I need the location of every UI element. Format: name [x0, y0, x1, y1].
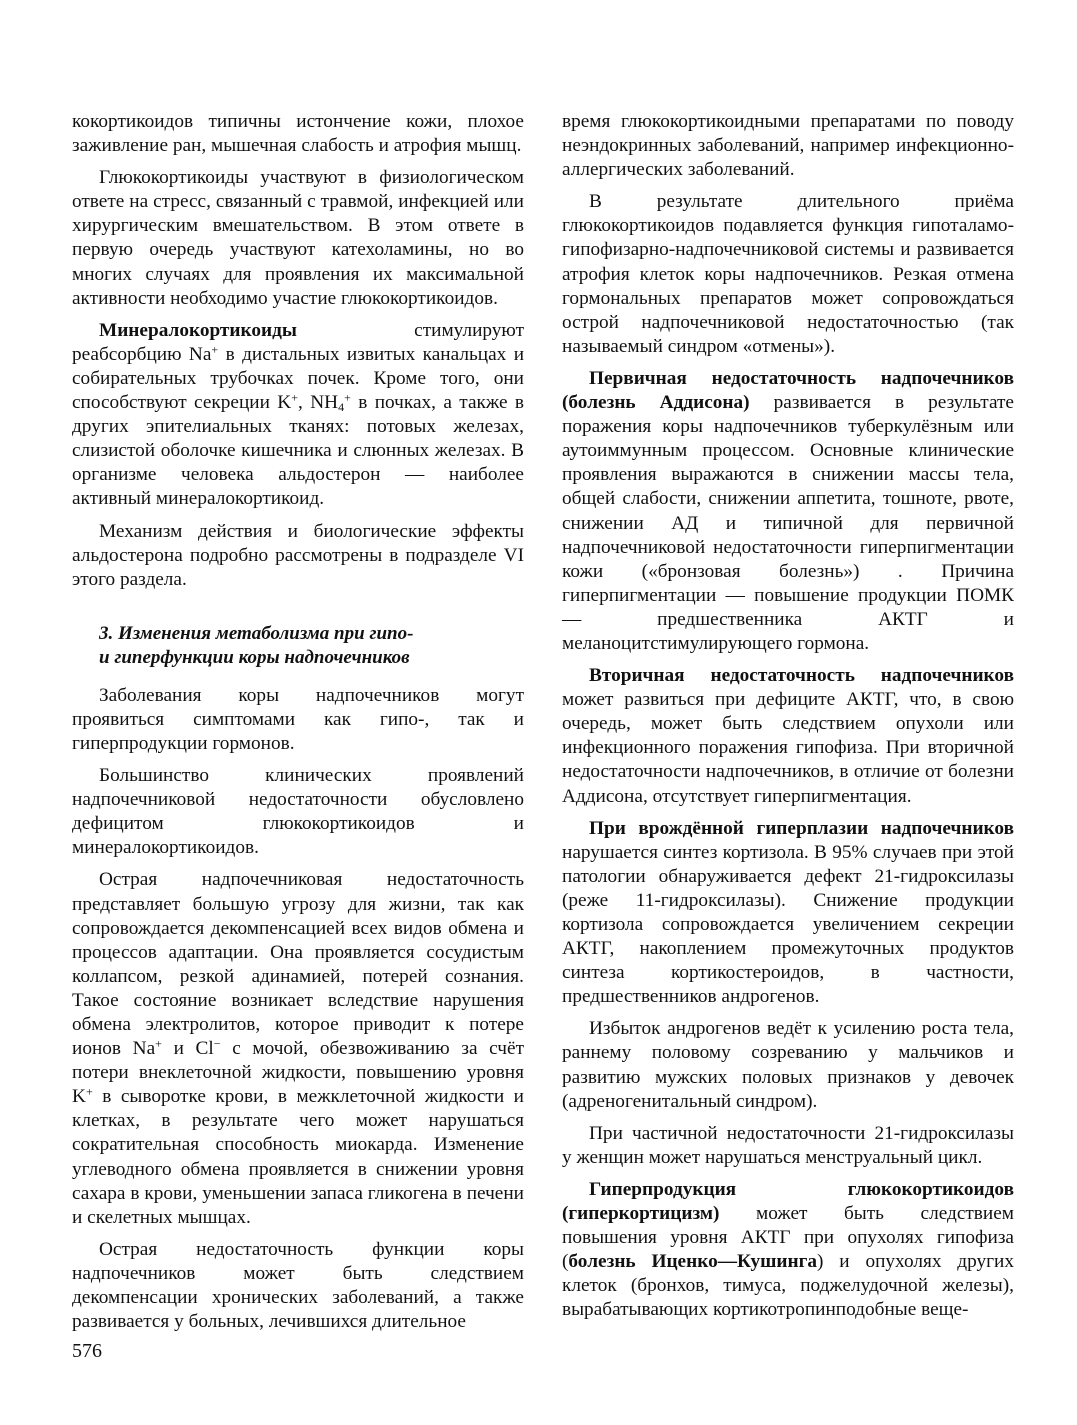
paragraph: Механизм действия и биологические эффекты альдостерона подробно рассмотрены в подразделе VI этого раздела. — [72, 520, 524, 590]
paragraph: Заболевания коры надпочечников могут проявиться симптомами как гипо-, так и гиперпродукции гормонов. — [72, 684, 524, 754]
paragraph: Большинство клинических проявлений надпочечниковой недостаточности обусловлено дефицитом глюкокортикоидов и минералокортикоидов. — [72, 765, 524, 859]
term-congenital-hyperplasia: При врождённой гиперплазии надпочечников — [589, 817, 1014, 839]
paragraph: Первичная недостаточность надпочечников (болезнь Аддисона) развивается в результате поражения коры надпочечников туберкулёзным или аутоиммунным процессом. Основные клинические проявления выражаются в снижении массы тела, общей слабости, снижении аппетита, тошноте, рвоте, снижении АД и типичной для первичной надпочечниковой недостаточности гиперпигментации кожи («бронзовая болезнь») . Причина гиперпигментации — повышение продукции ПОМК — предшественника АКТГ и меланоцитстимулирующего гормона. — [562, 367, 1014, 654]
section-heading: 3. Изменения метаболизма при гипо- и гиперфункции коры надпочечников — [99, 622, 414, 668]
term-mineralocorticoids: Минералокортикоиды — [99, 319, 297, 341]
left-column — [72, 110, 524, 1342]
term-addison: Первичная недостаточность надпочечников (болезнь Аддисона) — [562, 367, 1014, 414]
paragraph: В результате длительного приёма глюкокортикоидов подавляется функция гипоталамо-гипофизарно-надпочечниковой системы и развивается атрофия клеток коры надпочечников. Резкая отмена гормональных препаратов может сопровождаться острой надпочечниковой недостаточностью (так называемый синдром «отмены»). — [562, 191, 1014, 357]
paragraph: Минералокортикоиды стимулируют реабсорбцию Na+ в дистальных извитых канальцах и собирательных трубочках почек. Кроме того, они способствуют секреции K+, $NH_4^+$ в почках, а также в других эпителиальных тканях: потовых железах, слизистой оболочке кишечника и слюнных железах. В организме человека альдостерон — наиболее активный минералокортикоид. — [72, 319, 525, 510]
paragraph: Глюкокортикоиды участвуют в физиологическом ответе на стресс, связанный с травмой, инфекцией или хирургическим вмешательством. В этом ответе в первую очередь участвуют катехоламины, но во многих случаях для проявления их максимальной активности необходимо участие глюкокортикоидов. — [72, 167, 524, 309]
paragraph: Избыток андрогенов ведёт к усилению роста тела, раннему половому созреванию у мальчиков и развитию мужских половых признаков у девочек (адреногенитальный синдром). — [562, 1018, 1014, 1112]
paragraph: время глюкокортикоидными препаратами по поводу неэндокринных заболеваний, например инфекционно-аллергических заболеваний. — [562, 111, 1014, 181]
term-hypercorticism: Гиперпродукция глюкокортикоидов (гиперкортицизм) — [562, 1178, 1014, 1225]
paragraph: При врождённой гиперплазии надпочечников нарушается синтез кортизола. В 95% случаев при этой патологии обнаруживается дефект 21-гидроксилазы (реже 11-гидроксилазы). Снижение продукции кортизола сопровождается увеличением секреции АКТГ, накоплением промежуточных продуктов синтеза кортикостероидов, в частности, предшественников андрогенов. — [562, 817, 1014, 1008]
right-column — [562, 110, 1014, 1331]
paragraph: Вторичная недостаточность надпочечников может развиться при дефиците АКТГ, что, в свою очередь, может быть следствием опухоли или инфекционного поражения гипофиза. При вторичной недостаточности надпочечников, в отличие от болезни Аддисона, отсутствует гиперпигментация. — [562, 665, 1014, 807]
term-secondary: Вторичная недостаточность надпочечников — [589, 665, 1014, 687]
paragraph: кокортикоидов типичны истончение кожи, плохое заживление ран, мышечная слабость и атрофия мышц. — [72, 111, 524, 157]
paragraph: Гиперпродукция глюкокортикоидов (гиперкортицизм) может быть следствием повышения уровня АКТГ при опухолях гипофиза (болезнь Иценко—Кушинга) и опухолях других клеток (бронхов, тимуса, поджелудочной железы), вырабатывающих кортикотропинподобные веще- — [562, 1178, 1014, 1321]
paragraph: При частичной недостаточности 21-гидроксилазы у женщин может нарушаться менструальный цикл. — [562, 1122, 1014, 1168]
paragraph: Острая надпочечниковая недостаточность представляет большую угрозу для жизни, так как сопровождается декомпенсацией всех видов обмена и процессов адаптации. Она проявляется сосудистым коллапсом, резкой адинамией, потерей сознания. Такое состояние возникает вследствие нарушения обмена электролитов, которое приводит к потере ионов Na+ и Cl− с мочой, обезвоживанию за счёт потери внеклеточной жидкости, повышению уровня K+ в сыворотке крови, в межклеточной жидкости и клетках, в результате чего может нарушаться сократительная способность миокарда. Изменение углеводного обмена проявляется в снижении уровня сахара в крови, уменьшении запаса гликогена в печени и скелетных мышцах. — [72, 869, 524, 1228]
term-cushing: болезнь Иценко—Кушинга — [568, 1251, 818, 1273]
page-number: 576 — [72, 1340, 102, 1362]
paragraph: Острая недостаточность функции коры надпочечников может быть следствием декомпенсации хронических заболеваний, а также развивается у больных, лечившихся длительное — [72, 1238, 524, 1333]
